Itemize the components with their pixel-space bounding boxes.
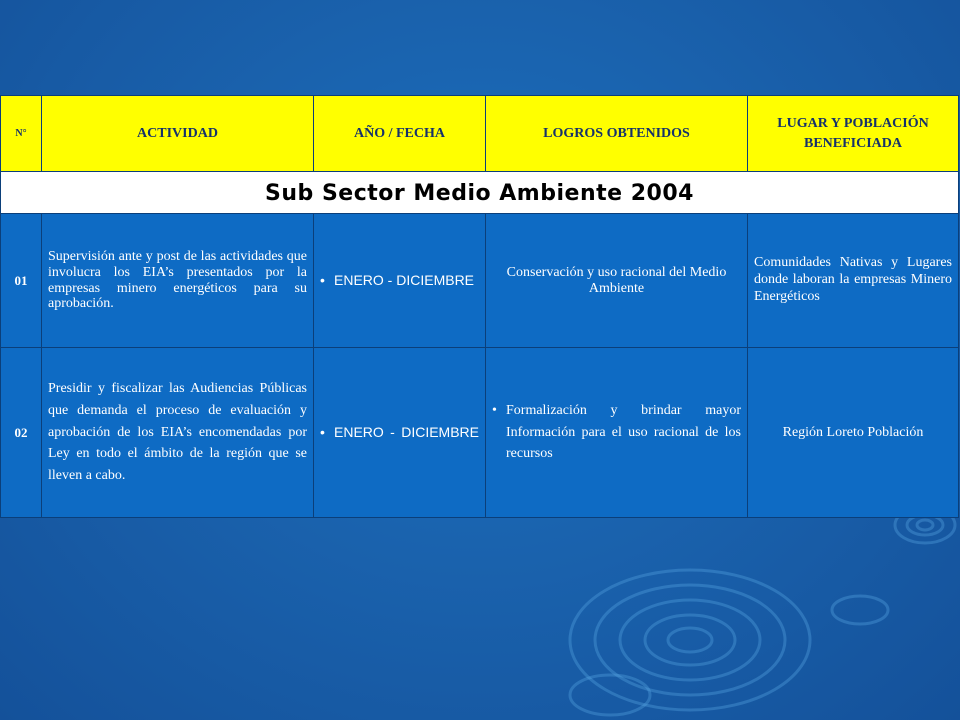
row-num: 01 xyxy=(1,214,42,348)
actividad-text: Presidir y fiscalizar las Audiencias Públicas que demanda el proceso de evaluación y aprobación de los EIA’s encomendadas por Ley en todo el ámbito de la región que se lleven a cabo. xyxy=(48,381,307,484)
logros-text: Conservación y uso racional del Medio Ambiente xyxy=(506,265,727,296)
section-row xyxy=(1,172,959,214)
row-actividad xyxy=(42,214,314,348)
row-num: 02 xyxy=(1,348,42,518)
header-lugar: LUGAR Y POBLACIÓN BENEFICIADA xyxy=(748,96,959,172)
table-row xyxy=(1,348,959,518)
row-logros xyxy=(486,348,748,518)
fecha-text: ENERO - DICIEMBRE xyxy=(334,424,479,440)
lugar-text: Región Loreto Población xyxy=(782,424,924,440)
table-row xyxy=(1,214,959,348)
row-lugar xyxy=(748,348,959,518)
header-num: N° xyxy=(1,96,42,172)
header-fecha: AÑO / FECHA xyxy=(314,96,486,172)
table-header-row xyxy=(1,96,959,172)
row-fecha xyxy=(314,214,486,348)
row-lugar xyxy=(748,214,959,348)
bullet-icon: • xyxy=(492,402,497,418)
bullet-icon: • xyxy=(320,424,325,440)
section-title: Sub Sector Medio Ambiente 2004 xyxy=(1,172,959,214)
header-logros: LOGROS OBTENIDOS xyxy=(486,96,748,172)
row-actividad xyxy=(42,348,314,518)
activities-table xyxy=(0,95,959,518)
row-fecha xyxy=(314,348,486,518)
lugar-text: Comunidades Nativas y Lugares donde laboran la empresas Minero Energéticos xyxy=(754,255,952,304)
actividad-text: Supervisión ante y post de las actividades que involucra los EIA’s presentados por la empresas minero energéticos para su aprobación. xyxy=(48,249,307,312)
fecha-text: ENERO - DICIEMBRE xyxy=(334,272,475,288)
row-logros xyxy=(486,214,748,348)
header-actividad: ACTIVIDAD xyxy=(42,96,314,172)
bullet-icon: • xyxy=(320,272,325,288)
logros-text: Formalización y brindar mayor Información para el uso racional de los recursos xyxy=(506,402,741,462)
